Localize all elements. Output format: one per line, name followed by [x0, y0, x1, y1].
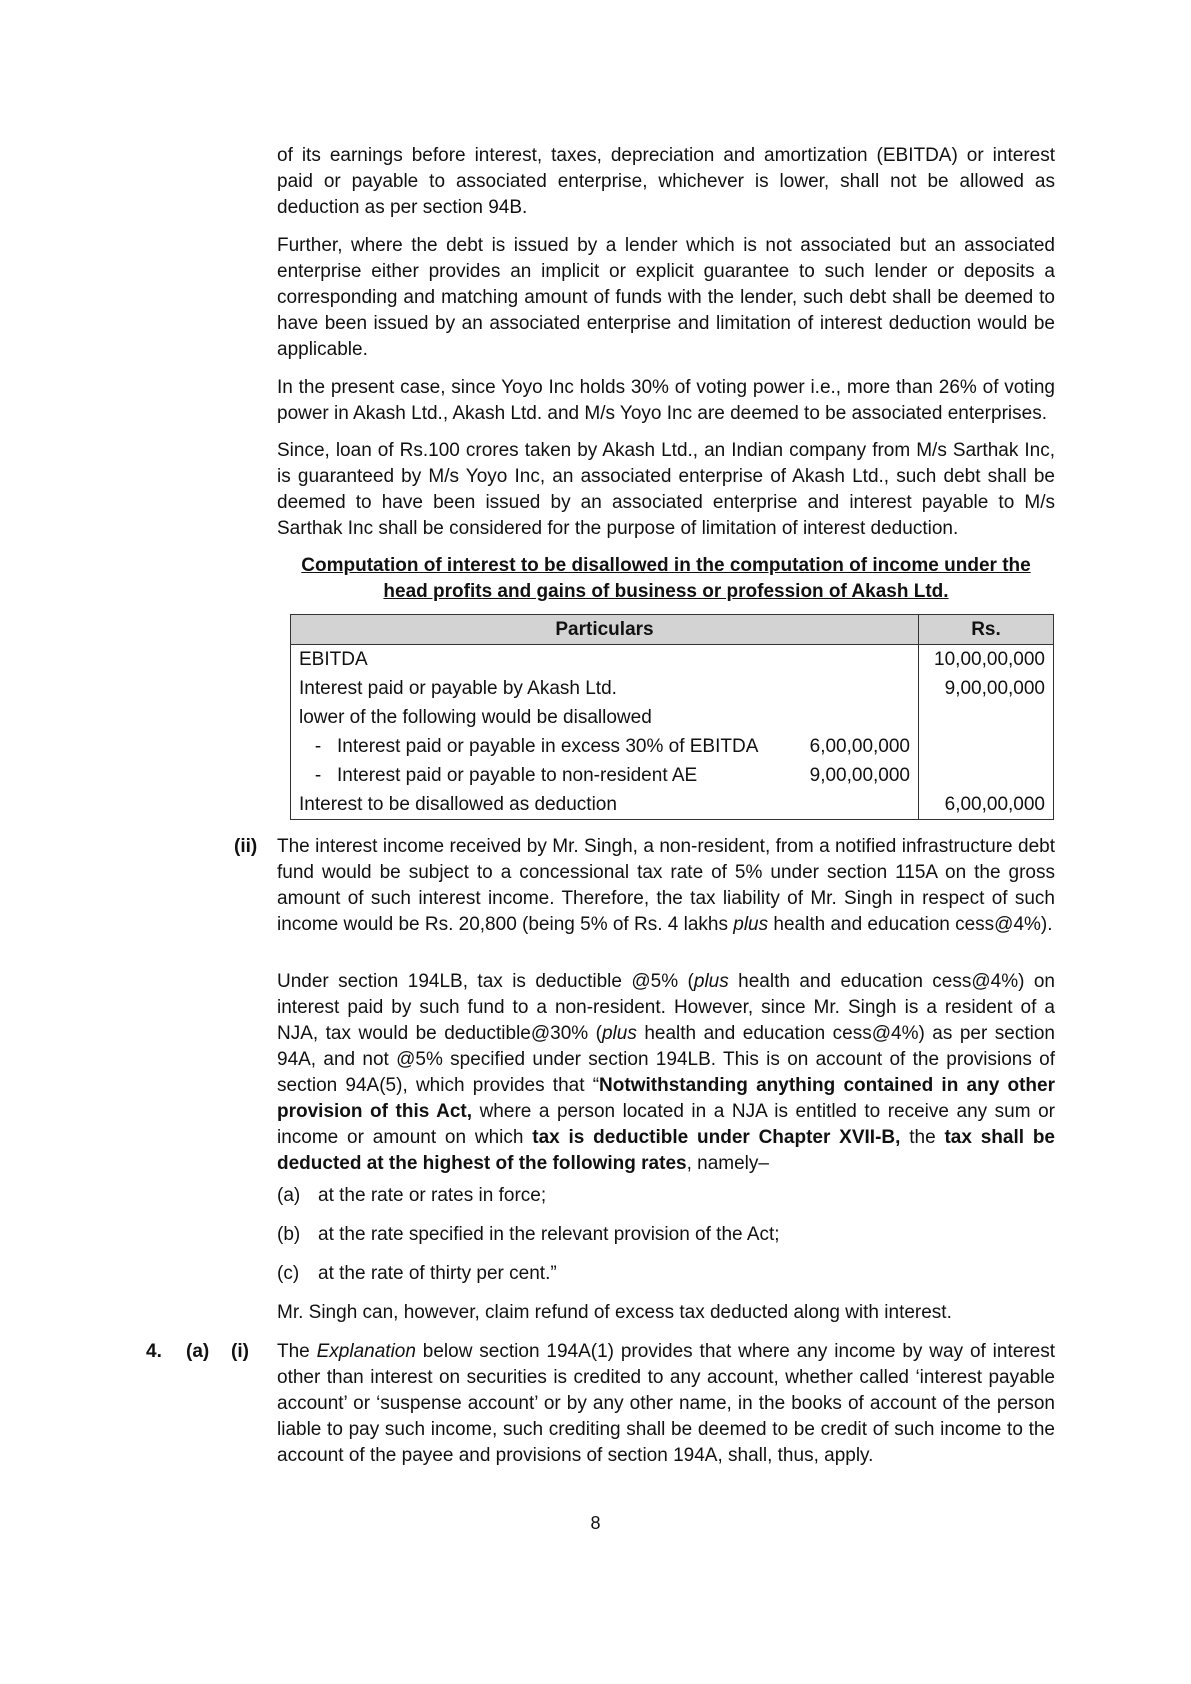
row-sub1-amount: [919, 732, 1054, 761]
intro-paragraph-4: Since, loan of Rs.100 crores taken by Akash Ltd., an Indian company from M/s Sarthak Inc, is guaranteed by M/s Yoyo Inc, an associated enterprise of Akash Ltd., such debt shall be deemed to have been issued by an associated enterprise and interest payable to M/s Sarthak Inc shall be considered for the purpose of limitation of interest deduction.: [277, 440, 1055, 539]
list-text: at the rate specified in the relevant provision of the Act;: [318, 1224, 780, 1245]
header-particulars: Particulars: [291, 615, 919, 645]
row-sub2: [291, 761, 919, 790]
part-ii-paragraph-2: [277, 969, 1055, 1177]
text-run: Under section 194LB, tax is deductible @5% (: [277, 971, 694, 992]
question-part-label: (i): [231, 1341, 249, 1362]
italic-plus: plus: [733, 914, 769, 935]
question-number: 4.: [146, 1341, 162, 1362]
table-row: [291, 790, 1054, 820]
list-item: [277, 1183, 546, 1209]
italic-plus: plus: [601, 1023, 637, 1044]
text-run: health and education cess@4%).: [768, 914, 1053, 935]
intro-paragraph-2: Further, where the debt is issued by a lender which is not associated but an associated enterprise either provides an implicit or explicit guarantee to such lender or deposits a corresponding and matching amount of funds with the lender, such debt shall be deemed to have been issued by an associated enterprise and limitation of interest deduction would be applicable.: [277, 235, 1055, 360]
sub2-dash: -: [314, 765, 322, 786]
intro-paragraph-3: In the present case, since Yoyo Inc holds 30% of voting power i.e., more than 26% of voting power in Akash Ltd., Akash Ltd. and M/s Yoyo Inc are deemed to be associated enterprises.: [277, 377, 1055, 424]
row-lower-label: lower of the following would be disallowed: [291, 703, 919, 732]
row-sub2-amount: [919, 761, 1054, 790]
text-run: The interest income received by Mr. Singh, a non-resident, from a notified infrastructure debt fund would be subject to a concessional tax rate of 5% under section 115A on the gross amount of such interest income. Therefore, the tax liability of Mr. Singh in respect of such income would be Rs. 20,800 (being 5% of Rs. 4 lakhs: [277, 836, 1055, 935]
list-marker: (a): [277, 1185, 301, 1206]
row-ebitda-label: EBITDA: [291, 645, 919, 675]
computation-table: [290, 614, 1054, 820]
list-marker: (b): [277, 1224, 301, 1245]
text-run: where a person located in a NJA is entitled to receive any sum or income or amount on which: [277, 1101, 1056, 1148]
list-marker: (c): [277, 1263, 300, 1284]
table-row: [291, 703, 1054, 732]
text-run: health and education cess@4%) on interest paid by such fund to a non-resident. However, since Mr. Singh is a resident of a NJA, tax would be deductible@30% (: [277, 971, 1055, 1044]
row-total-label: Interest to be disallowed as deduction: [291, 790, 919, 820]
list-text: at the rate or rates in force;: [318, 1185, 547, 1206]
page-number: 8: [590, 1513, 601, 1533]
sub2-value: 9,00,00,000: [809, 765, 910, 786]
part-ii-label: (ii): [234, 836, 258, 857]
bold-run: tax is deductible under Chapter XVII-B,: [532, 1127, 901, 1148]
table-header-row: [291, 615, 1054, 645]
row-ebitda-amount: 10,00,00,000: [919, 645, 1054, 675]
question-4-paragraph: [277, 1339, 1055, 1469]
sub1-label: Interest paid or payable in excess 30% of EBITDA: [337, 736, 759, 757]
text-run: health and education cess@4%) as per section 94A, and not @5% specified under section 194LB. This is on account of the provisions of section 94A(5), which provides that “: [277, 1023, 1055, 1096]
table-row: [291, 732, 1054, 761]
intro-paragraph-1: of its earnings before interest, taxes, depreciation and amortization (EBITDA) or interest paid or payable to associated enterprise, whichever is lower, shall not be allowed as deduction as per section 94B.: [277, 145, 1055, 218]
part-ii-paragraph-3: Mr. Singh can, however, claim refund of excess tax deducted along with interest.: [277, 1302, 952, 1323]
table-row: [291, 761, 1054, 790]
italic-explanation: Explanation: [316, 1341, 416, 1362]
list-item: [277, 1261, 557, 1287]
text-run: below section 194A(1) provides that where any income by way of interest other than interest on securities is credited to any account, whether called ‘interest payable account’ or ‘suspense account’ or by any other name, in the books of account of the person liable to pay such income, such crediting shall be deemed to be credit of such income to the account of the payee and provisions of section 194A, shall, thus, apply.: [277, 1341, 1055, 1466]
text-run: , namely–: [686, 1153, 769, 1174]
sub2-label: Interest paid or payable to non-resident AE: [337, 765, 698, 786]
text-run: the: [900, 1127, 945, 1148]
sub1-value: 6,00,00,000: [809, 736, 910, 757]
header-amount: Rs.: [919, 615, 1054, 645]
bold-run: Notwithstanding anything contained in any other provision of this Act,: [277, 1075, 1055, 1122]
part-ii-paragraph-1: [277, 834, 1055, 938]
row-interest-label: Interest paid or payable by Akash Ltd.: [291, 674, 919, 703]
list-item: [277, 1222, 780, 1248]
list-text: at the rate of thirty per cent.”: [318, 1263, 557, 1284]
computation-title-line-2: head profits and gains of business or profession of Akash Ltd.: [383, 581, 949, 602]
text-run: The: [277, 1341, 317, 1362]
row-interest-amount: 9,00,00,000: [919, 674, 1054, 703]
computation-title-line-1: Computation of interest to be disallowed in the computation of income under the: [301, 555, 1031, 576]
bold-run: tax shall be deducted at the highest of the following rates: [277, 1127, 1055, 1174]
row-total-amount: 6,00,00,000: [919, 790, 1054, 820]
row-lower-amount: [919, 703, 1054, 732]
table-row: [291, 645, 1054, 675]
row-sub1: [291, 732, 919, 761]
italic-plus: plus: [693, 971, 729, 992]
sub1-dash: -: [314, 736, 322, 757]
question-sub-label: (a): [186, 1341, 210, 1362]
table-row: [291, 674, 1054, 703]
